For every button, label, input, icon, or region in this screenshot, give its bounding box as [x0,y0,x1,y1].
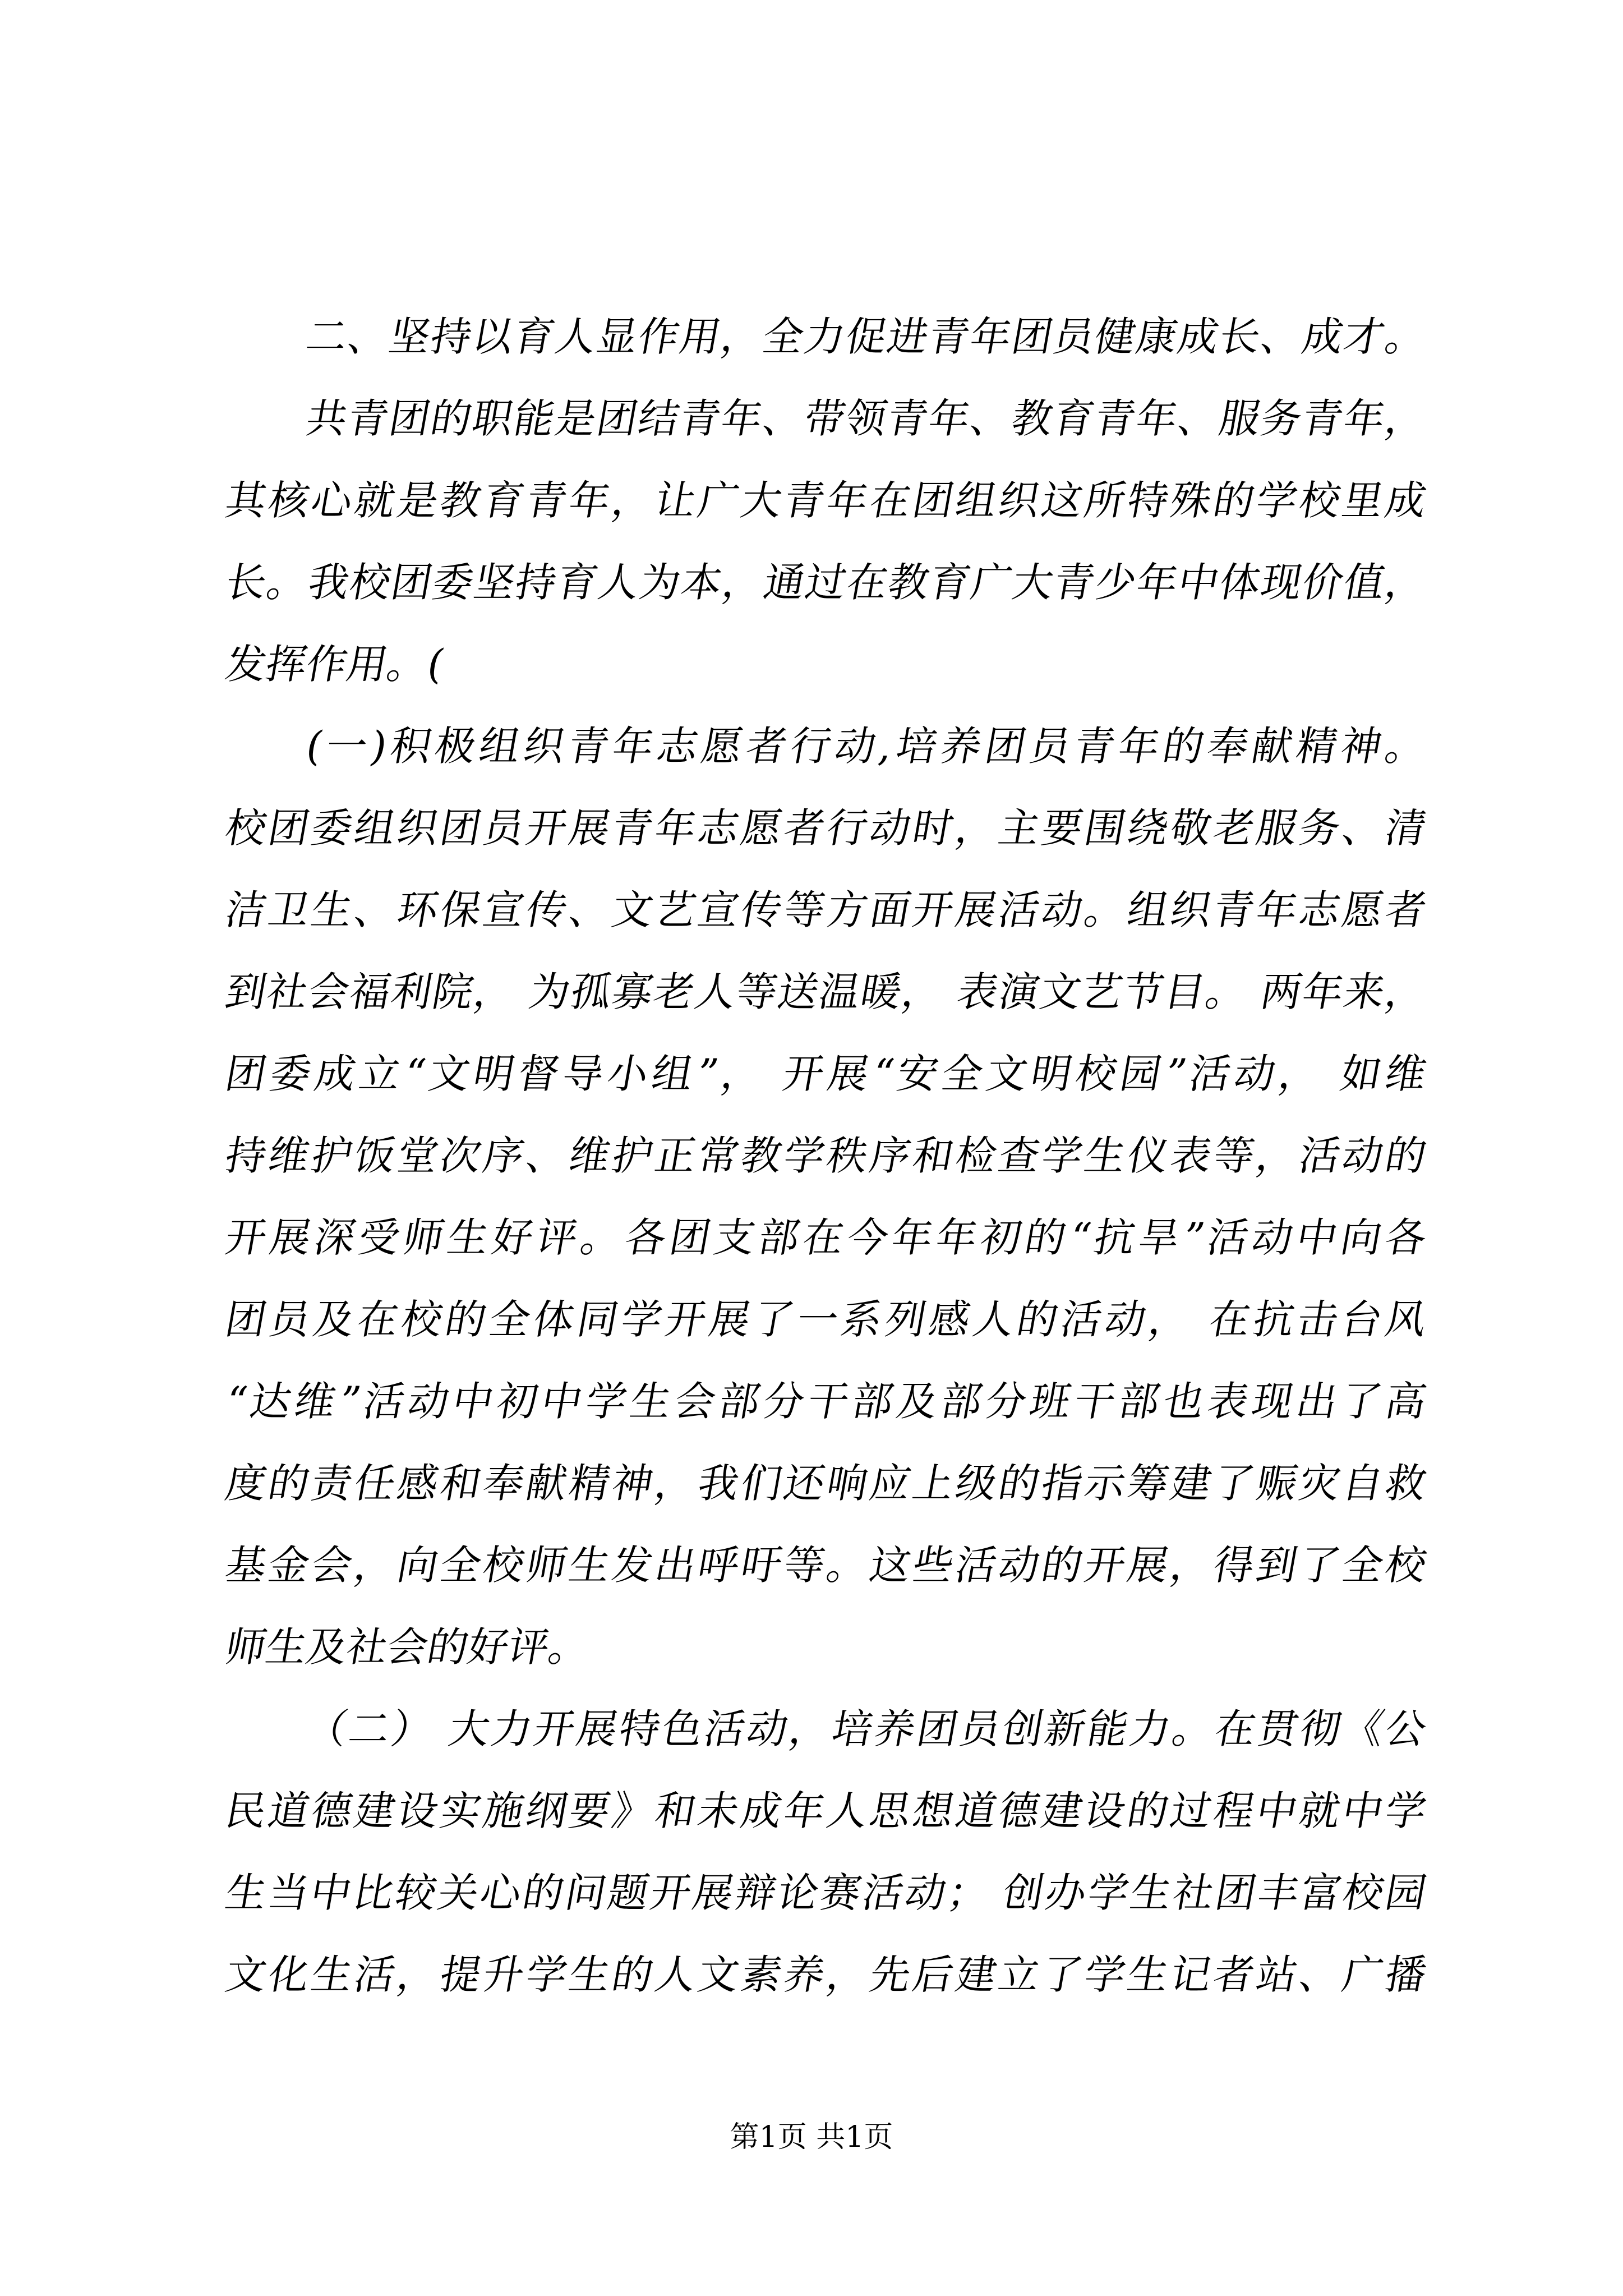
text-line: 民道德建设实施纲要》和未成年人思想道德建设的过程中就中学 [222,1787,1431,1834]
text-line: （二） 大力开展特色活动，培养团员创新能力。在贯彻《公 [302,1705,1431,1752]
text-line: 洁卫生、环保宣传、文艺宣传等方面开展活动。组织青年志愿者 [222,886,1431,933]
text-line: 到社会福利院， 为孤寡老人等送温暖， 表演文艺节目。 两年来， [222,968,1431,1015]
text-line: 基金会，向全校师生发出呼吁等。这些活动的开展，得到了全校 [222,1542,1431,1589]
text-line: 文化生活，提升学生的人文素养，先后建立了学生记者站、广播 [222,1951,1431,1998]
page-number-indicator: 第1页 共1页 [730,2120,893,2154]
text-line: 度的责任感和奉献精神，我们还响应上级的指示筹建了赈灾自救 [222,1460,1431,1507]
text-line: 师生及社会的好评。 [222,1623,594,1671]
text-line: 二、坚持以育人显作用，全力促进青年团员健康成长、成才。 [302,313,1431,360]
text-line: 团员及在校的全体同学开展了一系列感人的活动， 在抗击台风 [222,1296,1431,1343]
text-line: 开展深受师生好评。各团支部在今年年初的“抗旱”活动中向各 [222,1214,1431,1261]
text-line: 其核心就是教育青年，让广大青年在团组织这所特殊的学校里成 [222,477,1431,524]
text-line: (一)积极组织青年志愿者行动,培养团员青年的奉献精神。 [302,723,1431,770]
text-line: 长。我校团委坚持育人为本，通过在教育广大青少年中体现价值， [222,559,1431,606]
text-line: 持维护饭堂次序、维护正常教学秩序和检查学生仪表等，活动的 [222,1132,1431,1179]
page-footer [0,2119,1623,2155]
text-line: 生当中比较关心的问题开展辩论赛活动； 创办学生社团丰富校园 [222,1869,1431,1916]
document-body [219,296,1431,2016]
text-line: “达维”活动中初中学生会部分干部及部分班干部也表现出了高 [222,1378,1431,1425]
text-line: 校团委组织团员开展青年志愿者行动时，主要围绕敬老服务、清 [222,804,1431,852]
text-line: 发挥作用。( [222,641,448,688]
text-line: 共青团的职能是团结青年、带领青年、教育青年、服务青年， [302,395,1431,442]
text-line: 团委成立“文明督导小组”， 开展“安全文明校园”活动， 如维 [222,1050,1431,1097]
